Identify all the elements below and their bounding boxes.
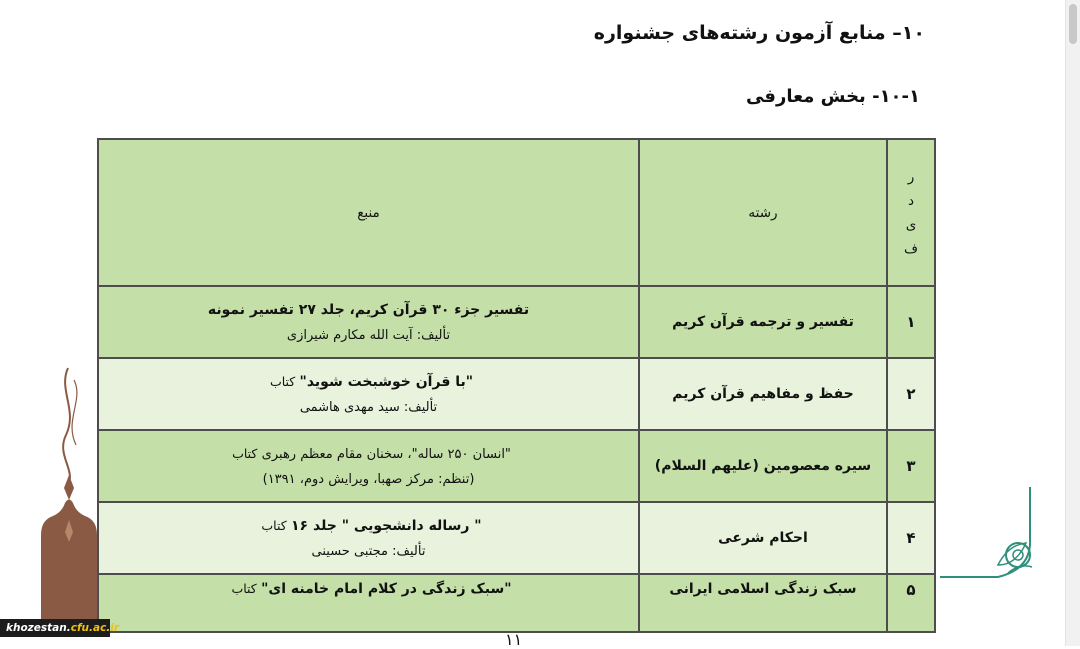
header-radif-char: ی — [905, 216, 917, 233]
row-field: حفظ و مفاهیم قرآن کریم — [639, 358, 887, 430]
row-source — [98, 358, 639, 430]
row-source — [98, 502, 639, 574]
header-radif — [887, 139, 935, 286]
table-header-row — [98, 139, 935, 286]
source-prefix: کتاب — [231, 581, 257, 596]
table-row — [98, 286, 935, 358]
header-radif-char: ف — [904, 240, 918, 257]
source-prefix: کتاب — [269, 373, 296, 389]
row-source — [98, 430, 639, 502]
table-row — [98, 430, 935, 502]
row-number: ۲ — [887, 358, 935, 430]
decorative-ornament-left — [38, 360, 100, 625]
header-radif-char: د — [907, 192, 914, 209]
source-title: تفسیر جزء ۳۰ قرآن کریم، جلد ۲۷ تفسیر نمونه — [207, 301, 530, 318]
decorative-ornament-right — [938, 485, 1038, 585]
source-prefix: کتاب — [261, 517, 287, 533]
row-source — [98, 286, 639, 358]
watermark-domain: cfu.ac.ir — [70, 622, 120, 634]
row-number: ۵ — [887, 574, 935, 632]
row-field: تفسیر و ترجمه قرآن کریم — [639, 286, 887, 358]
row-field: سیره معصومین (علیهم السلام) — [639, 430, 887, 502]
source-author: تألیف: مجتبی حسینی — [311, 543, 426, 559]
header-field: رشته — [639, 139, 887, 286]
source-title: " رساله دانشجویی " جلد ۱۶ — [291, 517, 482, 534]
row-number: ۱ — [887, 286, 935, 358]
source-title: "سبک زندگی در کلام امام خامنه ای" — [261, 581, 512, 597]
row-number: ۳ — [887, 430, 935, 502]
vertical-scrollbar[interactable] — [1065, 0, 1080, 646]
row-field: احکام شرعی — [639, 502, 887, 574]
source-author: تألیف: سید مهدی هاشمی — [299, 399, 438, 415]
source-title: "انسان ۲۵۰ ساله"، سخنان مقام معظم رهبری — [261, 446, 511, 462]
table-row — [98, 358, 935, 430]
source-prefix: کتاب — [232, 445, 258, 461]
subsection-heading: ۱۰-۱- بخش معارفی — [745, 86, 920, 107]
source-author: (تنظم: مرکز صهبا، ویرایش دوم، ۱۳۹۱) — [262, 471, 475, 487]
sources-table — [97, 138, 936, 633]
row-number: ۴ — [887, 502, 935, 574]
scrollbar-thumb[interactable] — [1069, 4, 1077, 44]
watermark-prefix: khozestan. — [6, 622, 71, 634]
table-row — [98, 574, 935, 632]
row-source — [98, 574, 639, 632]
table-row — [98, 502, 935, 574]
site-watermark — [0, 619, 120, 637]
page-number: ۱۱ — [505, 630, 523, 649]
source-author: تألیف: آیت الله مکارم شیرازی — [286, 327, 451, 343]
header-source: منبع — [98, 139, 639, 286]
row-field: سبک زندگی اسلامی ایرانی — [639, 574, 887, 632]
section-heading: ۱۰– منابع آزمون رشته‌های جشنواره — [593, 22, 925, 44]
source-title: "با قرآن خوشبخت شوید" — [299, 373, 474, 390]
header-radif-char: ر — [907, 168, 915, 185]
